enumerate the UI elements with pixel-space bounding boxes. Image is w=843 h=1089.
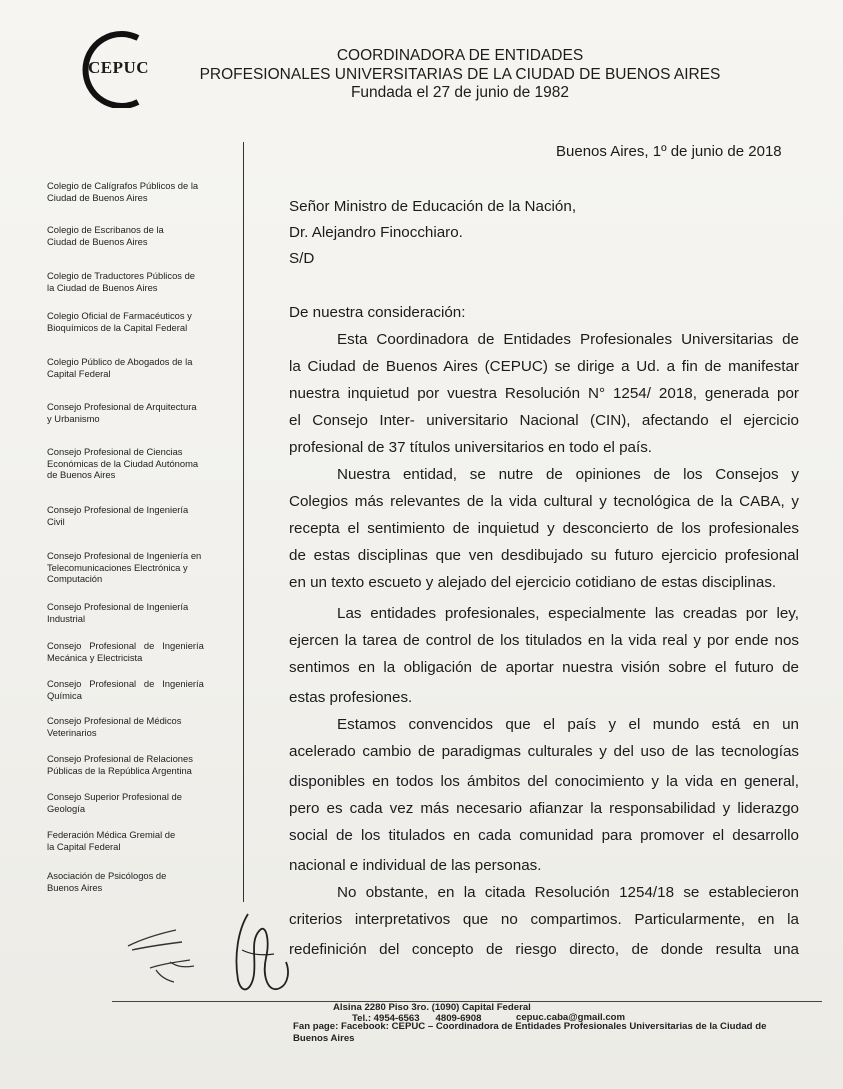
- footer-email: cepuc.caba@gmail.com: [516, 1012, 626, 1023]
- member-entity: Colegio de Escribanos de la Ciudad de Buenos Aires: [47, 224, 164, 247]
- paragraph-line: social de los titulados en cada comunidad para promover el desarrollo: [289, 827, 799, 844]
- member-entity: Consejo Superior Profesional de Geología: [47, 791, 182, 814]
- paragraph-line: la Ciudad de Buenos Aires (CEPUC) se dirige a Ud. a fin de manifestar: [289, 358, 799, 375]
- member-entity: Colegio Oficial de Farmacéuticos y Bioquímicos de la Capital Federal: [47, 310, 192, 333]
- paragraph-line: Las entidades profesionales, especialmente las creadas por ley,: [337, 605, 799, 622]
- member-entity: Consejo Profesional de Ciencias Económicas de la Ciudad Autónoma de Buenos Aires: [47, 446, 199, 480]
- footer-phones: Tel.: 4954-6563 4809-6908: [352, 1013, 482, 1024]
- paragraph-line: Estamos convencidos que el país y el mundo está en un: [337, 716, 799, 733]
- paragraph-line: pero es cada vez más necesario afianzar la responsabilidad y liderazgo: [289, 800, 799, 817]
- paragraph-line: nacional e individual de las personas.: [289, 857, 542, 874]
- footer-fanpage: Fan page: Facebook: CEPUC – Coordinadora de Entidades Profesionales Universitarias de la Ciudad de: [293, 1021, 767, 1032]
- header-line-3: Fundada el 27 de junio de 1982: [350, 84, 570, 101]
- paragraph-line: sentimos en la obligación de aportar nuestra visión sobre el futuro de: [289, 659, 799, 676]
- member-entity: Consejo Profesional de Ingeniería Mecánica y Electricista: [47, 640, 204, 663]
- member-entity: Colegio Público de Abogados de la Capital Federal: [47, 356, 193, 379]
- paragraph-line: Esta Coordinadora de Entidades Profesionales Universitarias de: [337, 331, 799, 348]
- header-line-1: COORDINADORA DE ENTIDADES: [336, 47, 584, 64]
- member-entity: Consejo Profesional de Ingeniería Civil: [47, 504, 189, 527]
- member-entity: Asociación de Psicólogos de Buenos Aires: [47, 870, 167, 893]
- addressee-line: S/D: [289, 250, 315, 267]
- footer-address: Alsina 2280 Piso 3ro. (1090) Capital Federal: [333, 1002, 531, 1013]
- paragraph-line: en un texto escueto y alejado del ejercicio cotidiano de estas disciplinas.: [289, 574, 777, 591]
- member-entity: Consejo Profesional de Relaciones Públicas de la República Argentina: [47, 753, 193, 776]
- member-entity: Federación Médica Gremial de la Capital Federal: [47, 829, 176, 852]
- member-entity: Consejo Profesional de Ingeniería Química: [47, 678, 204, 701]
- member-entity: Consejo Profesional de Ingeniería Industrial: [47, 601, 189, 624]
- paragraph-line: ejercen la tarea de control de los titulados en la vida real y por ende nos: [289, 632, 799, 649]
- paragraph-line: profesional de 37 títulos universitarios en todo el país.: [289, 439, 653, 456]
- greeting: De nuestra consideración:: [289, 304, 466, 321]
- paragraph-line: Nuestra entidad, se nutre de opiniones de los Consejos y: [337, 466, 799, 483]
- paragraph-line: disponibles en todos los ámbitos del conocimiento y la vida en general,: [289, 773, 799, 790]
- paragraph-line: No obstante, en la citada Resolución 1254/18 se establecieron: [337, 884, 799, 901]
- member-entity: Consejo Profesional de Médicos Veterinarios: [47, 715, 182, 738]
- member-entity: Consejo Profesional de Ingeniería en Telecomunicaciones Electrónica y Computación: [47, 550, 202, 584]
- signature-icon: [110, 910, 310, 1000]
- paragraph-line: recepta el sentimiento de inquietud y desconcierto de los profesionales: [289, 520, 799, 537]
- member-entity: Colegio de Calígrafos Públicos de la Ciudad de Buenos Aires: [47, 180, 199, 203]
- paragraph-line: de estas disciplinas que ven desdibujado su futuro ejercicio profesional: [289, 547, 799, 564]
- addressee-line: Dr. Alejandro Finocchiaro.: [289, 224, 463, 241]
- paragraph-line: redefinición del concepto de riesgo directo, de donde resulta una: [289, 941, 799, 958]
- header-line-2: PROFESIONALES UNIVERSITARIAS DE LA CIUDAD DE BUENOS AIRES: [199, 66, 721, 83]
- logo-text: CEPUC: [88, 58, 150, 77]
- handwritten-signatures: [110, 910, 310, 1000]
- paragraph-line: criterios interpretativos que no compartimos. Particularmente, en la: [289, 911, 799, 928]
- member-entity: Colegio de Traductores Públicos de la Ciudad de Buenos Aires: [47, 270, 196, 293]
- addressee-line: Señor Ministro de Educación de la Nación,: [289, 198, 577, 215]
- cepuc-logo: [76, 28, 186, 108]
- letter-date: Buenos Aires, 1º de junio de 2018: [556, 143, 782, 160]
- paragraph-line: el Consejo Inter- universitario Nacional (CIN), afectando el ejercicio: [289, 412, 799, 429]
- footer-fanpage-cont: Buenos Aires: [293, 1033, 355, 1044]
- paragraph-line: Colegios más relevantes de la vida cultural y tecnológica de la CABA, y: [289, 493, 799, 510]
- paragraph-line: acelerado cambio de paradigmas culturales y del uso de las tecnologías: [289, 743, 799, 760]
- paragraph-line: estas profesiones.: [289, 689, 413, 706]
- member-entity: Consejo Profesional de Arquitectura y Urbanismo: [47, 401, 197, 424]
- paragraph-line: nuestra inquietud por vuestra Resolución N° 1254/ 2018, generada por: [289, 385, 799, 402]
